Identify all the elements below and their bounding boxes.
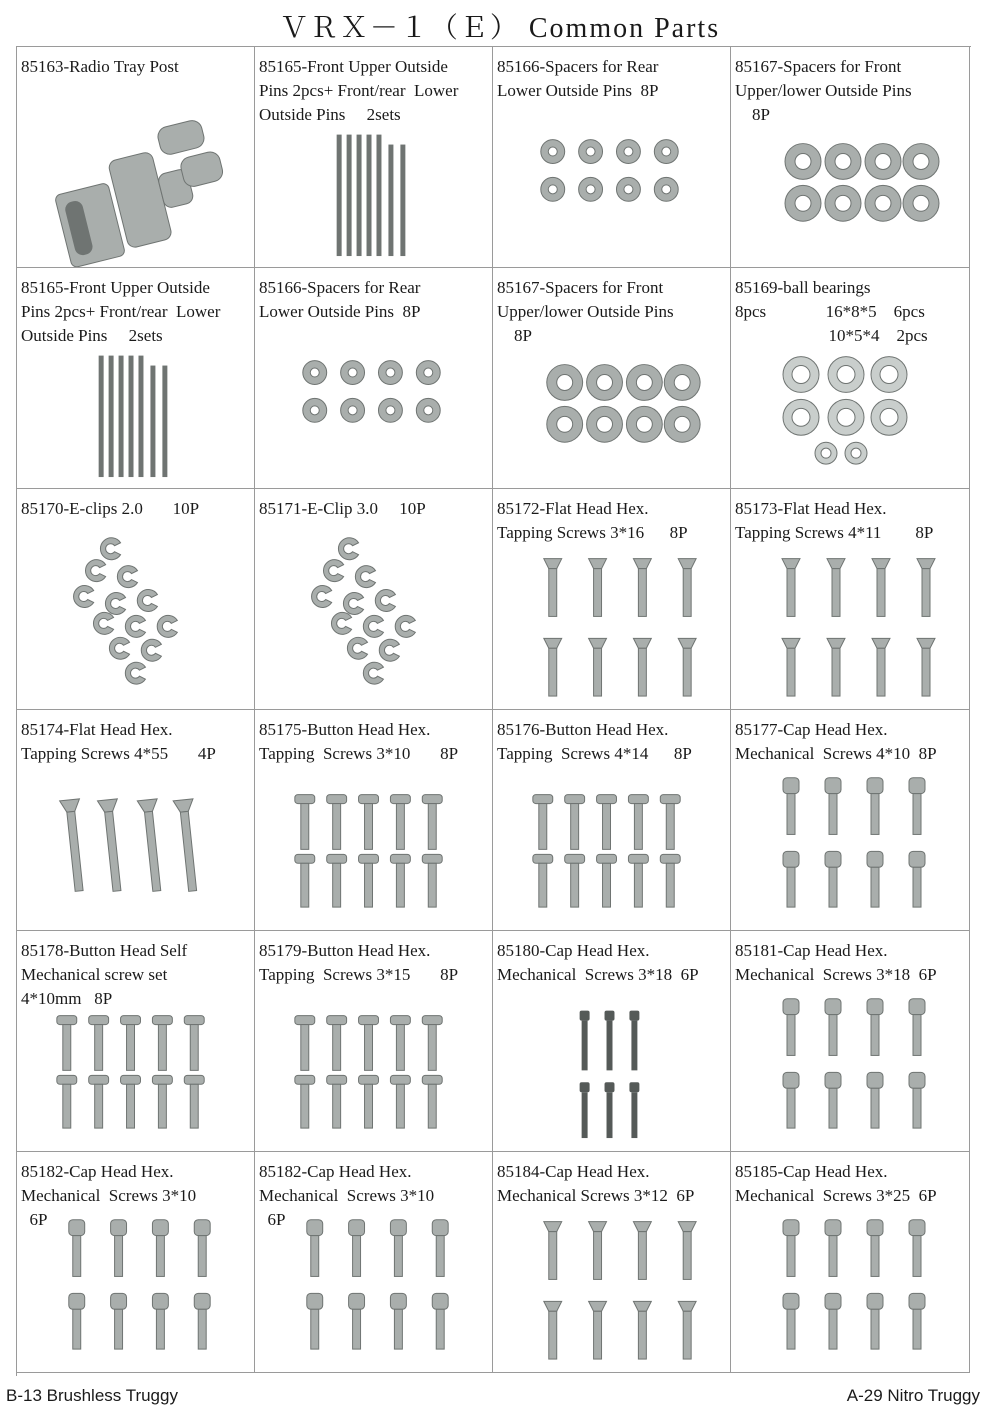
part-label: 85184-Cap Head Hex. Mechanical Screws 3*12 6P bbox=[497, 1162, 695, 1205]
e-clips-icon bbox=[17, 489, 254, 709]
part-label: 85177-Cap Head Hex. Mechanical Screws 4*10 8P bbox=[735, 720, 937, 763]
part-label: 85174-Flat Head Hex. Tapping Screws 4*55 4P bbox=[21, 720, 216, 763]
part-cell bbox=[255, 710, 493, 931]
part-cell bbox=[493, 710, 731, 931]
part-cell bbox=[17, 47, 255, 268]
part-cell bbox=[731, 1152, 970, 1373]
part-cell bbox=[493, 268, 731, 489]
page-title: ＶＲＸ－１（Ｅ） Common Parts bbox=[279, 13, 721, 44]
e-clips-icon bbox=[255, 489, 492, 709]
part-cell bbox=[731, 489, 970, 710]
part-cell bbox=[731, 710, 970, 931]
part-label: 85169-ball bearings 8pcs 16*8*5 6pcs 10*5*4 2pcs bbox=[735, 278, 928, 345]
part-cell bbox=[17, 931, 255, 1152]
footer-model-left: B-13 Brushless Truggy bbox=[6, 1386, 178, 1405]
part-label: 85175-Button Head Hex. Tapping Screws 3*10 8P bbox=[259, 720, 459, 763]
part-cell bbox=[731, 268, 970, 489]
part-label: 85182-Cap Head Hex. Mechanical Screws 3*10 6P bbox=[21, 1162, 197, 1229]
part-cell bbox=[493, 931, 731, 1152]
part-label: 85182-Cap Head Hex. Mechanical Screws 3*10 6P bbox=[259, 1162, 435, 1229]
part-cell bbox=[255, 47, 493, 268]
part-cell bbox=[255, 931, 493, 1152]
part-cell bbox=[731, 931, 970, 1152]
part-label: 85165-Front Upper Outside Pins 2pcs+ Front/rear Lower Outside Pins 2sets bbox=[21, 278, 221, 345]
part-label: 85180-Cap Head Hex. Mechanical Screws 3*18 6P bbox=[497, 941, 699, 984]
part-label: 85172-Flat Head Hex. Tapping Screws 3*16 8P bbox=[497, 499, 688, 542]
part-label: 85167-Spacers for Front Upper/lower Outside Pins 8P bbox=[497, 278, 674, 345]
part-cell bbox=[731, 47, 970, 268]
part-label: 85181-Cap Head Hex. Mechanical Screws 3*18 6P bbox=[735, 941, 937, 984]
part-cell bbox=[493, 47, 731, 268]
part-cell bbox=[255, 268, 493, 489]
part-label: 85171-E-Clip 3.0 10P bbox=[259, 499, 426, 518]
part-cell bbox=[17, 1152, 255, 1373]
part-cell bbox=[17, 489, 255, 710]
parts-grid bbox=[16, 46, 971, 1376]
part-label: 85170-E-clips 2.0 10P bbox=[21, 499, 200, 518]
part-label: 85166-Spacers for Rear Lower Outside Pins 8P bbox=[497, 57, 659, 100]
part-label: 85173-Flat Head Hex. Tapping Screws 4*11 8P bbox=[735, 499, 934, 542]
part-cell bbox=[255, 489, 493, 710]
tray-post-icon bbox=[17, 47, 254, 267]
part-label: 85166-Spacers for Rear Lower Outside Pins 8P bbox=[259, 278, 421, 321]
part-label: 85176-Button Head Hex. Tapping Screws 4*14 8P bbox=[497, 720, 692, 763]
part-cell bbox=[255, 1152, 493, 1373]
part-label: 85178-Button Head Self Mechanical screw set 4*10mm 8P bbox=[21, 941, 188, 1008]
footer-model-right: A-29 Nitro Truggy bbox=[846, 1386, 980, 1405]
part-label: 85163-Radio Tray Post bbox=[21, 57, 179, 76]
part-label: 85167-Spacers for Front Upper/lower Outside Pins 8P bbox=[735, 57, 912, 124]
part-cell bbox=[17, 710, 255, 931]
part-label: 85179-Button Head Hex. Tapping Screws 3*15 8P bbox=[259, 941, 459, 984]
part-cell bbox=[17, 268, 255, 489]
part-label: 85165-Front Upper Outside Pins 2pcs+ Front/rear Lower Outside Pins 2sets bbox=[259, 57, 459, 124]
part-label: 85185-Cap Head Hex. Mechanical Screws 3*25 6P bbox=[735, 1162, 937, 1205]
part-cell bbox=[493, 489, 731, 710]
part-cell bbox=[493, 1152, 731, 1373]
